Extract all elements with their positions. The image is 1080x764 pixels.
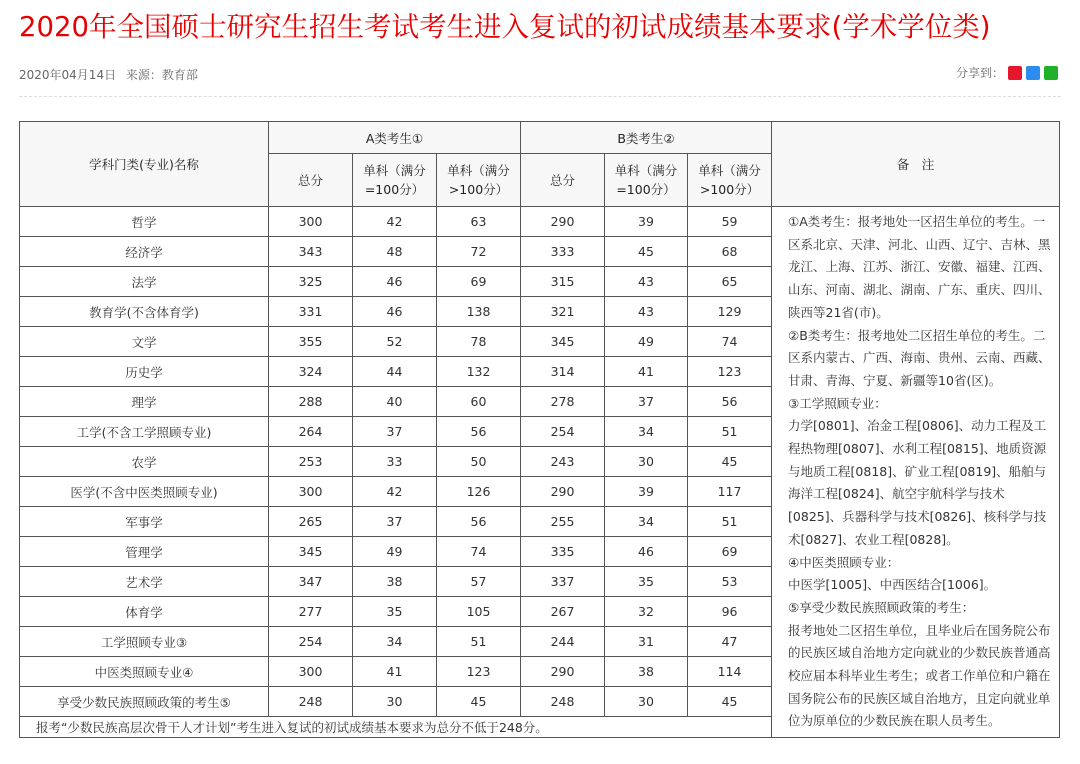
score-cell: 65 bbox=[688, 267, 772, 297]
subject-cell: 历史学 bbox=[20, 357, 269, 387]
score-cell: 248 bbox=[269, 687, 353, 717]
score-cell: 277 bbox=[269, 597, 353, 627]
score-cell: 321 bbox=[521, 297, 605, 327]
header-group-a: A类考生① bbox=[269, 122, 521, 154]
subject-cell: 农学 bbox=[20, 447, 269, 477]
note-paragraph: 力学[0801]、冶金工程[0806]、动力工程及工程热物理[0807]、水利工程[0815]、地质资源与地质工程[0818]、矿业工程[0819]、船舶与海洋工程[0824]、航空宇航科学与技术[0825]、兵器科学与技术[0826]、核科学与技术[0827]、农业工程[0828]。 bbox=[788, 418, 1047, 547]
subject-cell: 法学 bbox=[20, 267, 269, 297]
subject-cell: 医学(不含中医类照顾专业) bbox=[20, 477, 269, 507]
weibo-icon[interactable] bbox=[1008, 66, 1022, 80]
score-cell: 325 bbox=[269, 267, 353, 297]
subject-cell: 经济学 bbox=[20, 237, 269, 267]
score-cell: 39 bbox=[605, 477, 688, 507]
score-cell: 314 bbox=[521, 357, 605, 387]
header-line: 单科（满分 bbox=[447, 163, 510, 178]
score-cell: 46 bbox=[605, 537, 688, 567]
score-cell: 126 bbox=[437, 477, 521, 507]
score-cell: 335 bbox=[521, 537, 605, 567]
share-bar bbox=[956, 64, 1058, 81]
score-cell: 290 bbox=[521, 657, 605, 687]
article-meta bbox=[19, 66, 204, 83]
score-cell: 300 bbox=[269, 657, 353, 687]
score-cell: 300 bbox=[269, 477, 353, 507]
score-cell: 343 bbox=[269, 237, 353, 267]
subject-cell: 艺术学 bbox=[20, 567, 269, 597]
note-paragraph: ①A类考生：报考地处一区招生单位的考生。一区系北京、天津、河北、山西、辽宁、吉林、黑龙江、上海、江苏、浙江、安徽、福建、江西、山东、河南、湖北、湖南、广东、重庆、四川、陕西等21省(市)。 bbox=[788, 214, 1051, 320]
score-cell: 56 bbox=[437, 417, 521, 447]
header-line: >100分） bbox=[699, 182, 760, 197]
score-cell: 46 bbox=[353, 297, 437, 327]
score-cell: 290 bbox=[521, 477, 605, 507]
header-a-single-gt100 bbox=[437, 154, 521, 207]
score-cell: 30 bbox=[605, 687, 688, 717]
score-cell: 45 bbox=[688, 687, 772, 717]
header-line: 单科（满分 bbox=[363, 163, 426, 178]
score-cell: 34 bbox=[353, 627, 437, 657]
score-cell: 48 bbox=[353, 237, 437, 267]
score-cell: 117 bbox=[688, 477, 772, 507]
score-cell: 72 bbox=[437, 237, 521, 267]
score-cell: 123 bbox=[437, 657, 521, 687]
score-cell: 34 bbox=[605, 417, 688, 447]
header-a-total: 总分 bbox=[269, 154, 353, 207]
score-cell: 33 bbox=[353, 447, 437, 477]
score-cell: 324 bbox=[269, 357, 353, 387]
score-cell: 288 bbox=[269, 387, 353, 417]
score-cell: 69 bbox=[688, 537, 772, 567]
score-cell: 74 bbox=[437, 537, 521, 567]
score-cell: 138 bbox=[437, 297, 521, 327]
score-cell: 253 bbox=[269, 447, 353, 477]
score-cell: 345 bbox=[269, 537, 353, 567]
score-cell: 337 bbox=[521, 567, 605, 597]
score-cell: 37 bbox=[605, 387, 688, 417]
score-cell: 57 bbox=[437, 567, 521, 597]
score-cell: 96 bbox=[688, 597, 772, 627]
score-cell: 331 bbox=[269, 297, 353, 327]
subject-cell: 教育学(不含体育学) bbox=[20, 297, 269, 327]
score-cell: 255 bbox=[521, 507, 605, 537]
wechat-icon[interactable] bbox=[1044, 66, 1058, 80]
subject-cell: 文学 bbox=[20, 327, 269, 357]
score-cell: 56 bbox=[688, 387, 772, 417]
subject-cell: 哲学 bbox=[20, 207, 269, 237]
score-cell: 63 bbox=[437, 207, 521, 237]
table-row bbox=[20, 207, 1060, 237]
header-line: =100分） bbox=[616, 182, 676, 197]
note-paragraph: ⑤享受少数民族照顾政策的考生： bbox=[788, 599, 975, 615]
score-cell: 41 bbox=[605, 357, 688, 387]
score-cell: 60 bbox=[437, 387, 521, 417]
note-paragraph: 中医学[1005]、中西医结合[1006]。 bbox=[788, 577, 997, 593]
subject-cell: 军事学 bbox=[20, 507, 269, 537]
score-cell: 34 bbox=[605, 507, 688, 537]
score-cell: 43 bbox=[605, 297, 688, 327]
score-cell: 267 bbox=[521, 597, 605, 627]
score-cell: 46 bbox=[353, 267, 437, 297]
notes-cell bbox=[772, 207, 1060, 738]
subject-cell: 享受少数民族照顾政策的考生⑤ bbox=[20, 687, 269, 717]
score-cell: 56 bbox=[437, 507, 521, 537]
score-cell: 45 bbox=[688, 447, 772, 477]
qzone-icon[interactable] bbox=[1026, 66, 1040, 80]
score-cell: 37 bbox=[353, 417, 437, 447]
score-cell: 265 bbox=[269, 507, 353, 537]
score-cell: 50 bbox=[437, 447, 521, 477]
score-cell: 53 bbox=[688, 567, 772, 597]
score-cell: 42 bbox=[353, 477, 437, 507]
score-cell: 39 bbox=[605, 207, 688, 237]
score-cell: 300 bbox=[269, 207, 353, 237]
score-cell: 74 bbox=[688, 327, 772, 357]
footnote-text: 报考“少数民族高层次骨干人才计划”考生进入复试的初试成绩基本要求为总分不低于248分。 bbox=[20, 717, 772, 738]
score-cell: 129 bbox=[688, 297, 772, 327]
table-body bbox=[20, 207, 1060, 738]
score-cell: 43 bbox=[605, 267, 688, 297]
note-paragraph: ②B类考生：报考地处二区招生单位的考生。二区系内蒙古、广西、海南、贵州、云南、西藏、甘肃、青海、宁夏、新疆等10省(区)。 bbox=[788, 327, 1051, 388]
score-cell: 254 bbox=[521, 417, 605, 447]
score-cell: 132 bbox=[437, 357, 521, 387]
subject-cell: 理学 bbox=[20, 387, 269, 417]
header-a-single-100 bbox=[353, 154, 437, 207]
header-subject: 学科门类(专业)名称 bbox=[20, 122, 269, 207]
score-cell: 44 bbox=[353, 357, 437, 387]
score-cell: 47 bbox=[688, 627, 772, 657]
page-title: 2020年全国硕士研究生招生考试考生进入复试的初试成绩基本要求(学术学位类) bbox=[19, 11, 991, 43]
score-cell: 37 bbox=[353, 507, 437, 537]
score-cell: 243 bbox=[521, 447, 605, 477]
header-line: >100分） bbox=[448, 182, 509, 197]
score-cell: 123 bbox=[688, 357, 772, 387]
header-group-b: B类考生② bbox=[521, 122, 772, 154]
score-cell: 38 bbox=[605, 657, 688, 687]
subject-cell: 体育学 bbox=[20, 597, 269, 627]
header-b-total: 总分 bbox=[521, 154, 605, 207]
score-cell: 278 bbox=[521, 387, 605, 417]
score-cell: 78 bbox=[437, 327, 521, 357]
score-cell: 52 bbox=[353, 327, 437, 357]
score-cell: 35 bbox=[605, 567, 688, 597]
score-cell: 264 bbox=[269, 417, 353, 447]
score-cell: 290 bbox=[521, 207, 605, 237]
header-line: =100分） bbox=[364, 182, 425, 197]
source-label: 来源：教育部 bbox=[125, 68, 198, 82]
score-cell: 69 bbox=[437, 267, 521, 297]
subject-cell: 管理学 bbox=[20, 537, 269, 567]
score-cell: 45 bbox=[605, 237, 688, 267]
score-table bbox=[19, 121, 1060, 738]
score-cell: 45 bbox=[437, 687, 521, 717]
header-line: 单科（满分 bbox=[698, 163, 761, 178]
note-paragraph: ③工学照顾专业： bbox=[788, 395, 887, 411]
subject-cell: 中医类照顾专业④ bbox=[20, 657, 269, 687]
header-divider bbox=[19, 96, 1061, 97]
score-cell: 68 bbox=[688, 237, 772, 267]
note-paragraph: 报考地处二区招生单位，且毕业后在国务院公布的民族区域自治地方定向就业的少数民族普通高校应届本科毕业生考生；或者工作单位和户籍在国务院公布的民族区域自治地方，且定向就业单位为原单位的少数民族在职人员考生。 bbox=[788, 622, 1051, 729]
score-cell: 49 bbox=[353, 537, 437, 567]
score-cell: 51 bbox=[437, 627, 521, 657]
score-cell: 114 bbox=[688, 657, 772, 687]
score-cell: 35 bbox=[353, 597, 437, 627]
score-cell: 345 bbox=[521, 327, 605, 357]
header-note: 备 注 bbox=[772, 122, 1060, 207]
score-cell: 38 bbox=[353, 567, 437, 597]
subject-cell: 工学(不含工学照顾专业) bbox=[20, 417, 269, 447]
score-cell: 244 bbox=[521, 627, 605, 657]
share-label: 分享到： bbox=[955, 66, 1004, 80]
score-cell: 248 bbox=[521, 687, 605, 717]
header-b-single-100 bbox=[605, 154, 688, 207]
score-cell: 51 bbox=[688, 507, 772, 537]
score-cell: 315 bbox=[521, 267, 605, 297]
score-cell: 31 bbox=[605, 627, 688, 657]
score-cell: 355 bbox=[269, 327, 353, 357]
score-cell: 49 bbox=[605, 327, 688, 357]
header-line: 单科（满分 bbox=[614, 163, 678, 178]
note-paragraph: ④中医类照顾专业： bbox=[788, 554, 900, 570]
score-cell: 59 bbox=[688, 207, 772, 237]
header-b-single-gt100 bbox=[688, 154, 772, 207]
score-cell: 347 bbox=[269, 567, 353, 597]
score-cell: 40 bbox=[353, 387, 437, 417]
score-cell: 254 bbox=[269, 627, 353, 657]
score-cell: 30 bbox=[353, 687, 437, 717]
subject-cell: 工学照顾专业③ bbox=[20, 627, 269, 657]
score-cell: 32 bbox=[605, 597, 688, 627]
score-cell: 30 bbox=[605, 447, 688, 477]
score-cell: 333 bbox=[521, 237, 605, 267]
publish-date: 2020年04月14日 bbox=[19, 68, 117, 82]
score-cell: 41 bbox=[353, 657, 437, 687]
score-cell: 105 bbox=[437, 597, 521, 627]
score-cell: 51 bbox=[688, 417, 772, 447]
score-cell: 42 bbox=[353, 207, 437, 237]
